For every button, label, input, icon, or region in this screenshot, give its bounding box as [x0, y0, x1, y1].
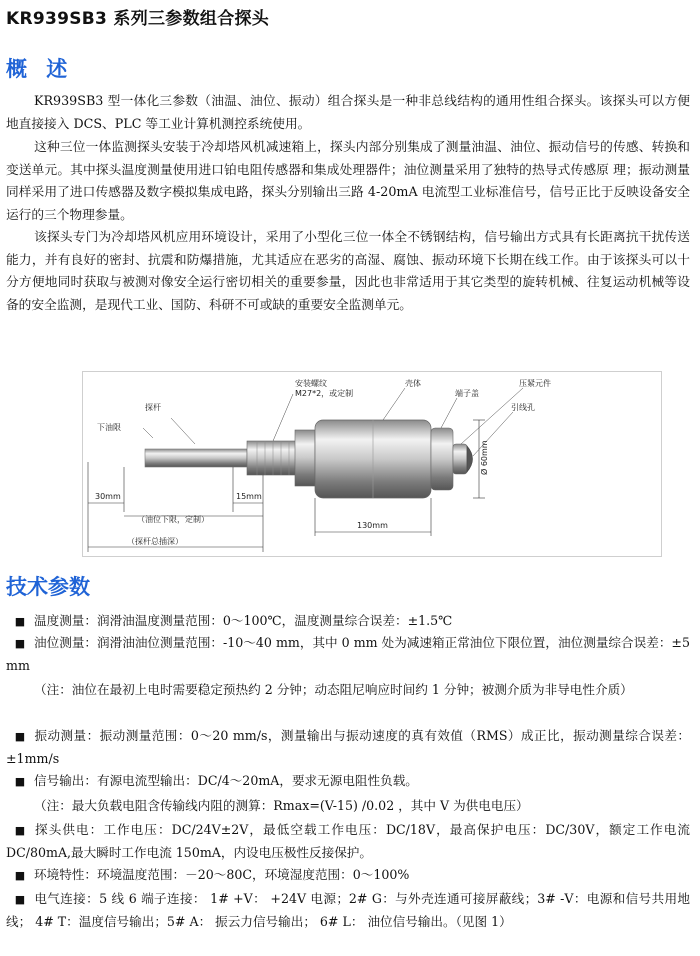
spec-text: 振动测量：振动测量范围：0～20 mm/s，测量输出与振动速度的真有效值（RMS）成正比，振动测量综合误差：±1mm/s — [6, 728, 690, 767]
spec-item — [6, 725, 690, 771]
bullet-icon: ■ — [14, 730, 26, 743]
probe-rod-label: 探杆 — [145, 403, 161, 412]
dim-60-label: Ø 60mm — [480, 440, 489, 475]
spec-note — [6, 679, 690, 701]
thread-label: 安装螺纹 — [295, 379, 327, 388]
spec-text: 探头供电：工作电压：DC/24V±2V，最低空载工作电压：DC/18V，最高保护电压：DC/30V，额定工作电流 DC/80mA,最大瞬时工作电流 150mA，内设电压极性反接保护。 — [6, 822, 690, 861]
terminal-cover — [431, 428, 453, 490]
spec-text: 信号输出：有源电流型输出：DC/4～20mA，要求无源电阻性负载。 — [34, 773, 418, 788]
mounting-thread — [247, 441, 303, 475]
overview-paragraph-text: 该探头专门为冷却塔风机应用环境设计，采用了小型化三位一体全不锈钢结构，信号输出方式具有长距离抗干扰传送能力，并有良好的密封、抗震和防爆措施，尤其适应在恶劣的高湿、腐蚀、振动环境下长期在线工作。由于该探头可以十分方便地同时获取与被测对像安全运行密切相关的重要参量，因此也非常适用于其它类型的旋转机械、往复运动机械等设备的安全监测，是现代工业、国防、科研不可或缺的重要安全监测单元。 — [6, 229, 690, 312]
rod-depth-label: （探杆总插深） — [127, 537, 183, 546]
overview-paragraph-text: KR939SB3 型一体化三参数（油温、油位、振动）组合探头是一种非总线结构的通用性组合探头。该探头可以方便地直接接入 DCS、PLC 等工业计算机测控系统使用。 — [6, 93, 690, 131]
overview-paragraph-text: 这种三位一体监测探头安装于冷却塔风机减速箱上，探头内部分别集成了测量油温、油位、振动信号的传感、转换和变送单元。其中探头温度测量使用进口铂电阻传感器和集成处理器件；油位测量采用了独特的热导式传感原 理；振动测量同样采用了进口传感器及数字模拟集成电路，探头分别输出三路 4-20mA 电流型工业标准信号，信号正比于反映设备安全运行的三个物理参量。 — [6, 139, 690, 222]
gland-fitting — [453, 444, 467, 474]
dim-15-label: 15mm — [236, 492, 262, 501]
bullet-icon: ■ — [14, 824, 26, 837]
bullet-icon: ■ — [14, 775, 26, 788]
hex-nut — [295, 430, 315, 486]
spec-item — [6, 610, 690, 633]
probe-rod — [145, 449, 247, 467]
thread-spec-label: M27*2，或定制 — [295, 389, 354, 398]
bullet-icon: ■ — [14, 869, 26, 882]
spec-text: 电气连接：5 线 6 端子连接： 1# +V： +24V 电源；2# G：与外壳连通可接屏蔽线；3# -V：电源和信号共用地线； 4# T：温度信号输出；5# A： 振云力信号输出； 6# L： 油位信号输出。（见图 1） — [6, 891, 690, 930]
cable-hole — [467, 446, 473, 472]
lower-oil-limit-label: 下油限 — [97, 423, 121, 432]
spec-text: 环境特性：环境温度范围：－20～80C，环境湿度范围：0～100% — [34, 867, 410, 882]
gland-label: 压紧元件 — [519, 379, 551, 388]
overview-heading: 概 述 — [6, 57, 74, 81]
spec-text: 温度测量：润滑油温度测量范围：0～100℃，温度测量综合误差：±1.5℃ — [34, 613, 453, 628]
document-title: KR939SB3 系列三参数组合探头 — [6, 9, 270, 29]
spec-item — [6, 632, 690, 678]
probe-drawing — [83, 372, 661, 556]
spec-text: （注：最大负载电阻含传输线内阻的测算：Rmax=(V-15) /0.02 ，其中 V 为供电电压） — [34, 798, 529, 813]
spec-item — [6, 770, 690, 793]
overview-paragraph — [6, 90, 690, 135]
dim-130-label: 130mm — [357, 521, 388, 530]
spec-item — [6, 864, 690, 887]
bullet-icon: ■ — [14, 615, 26, 628]
lead-hole-label: 引线孔 — [511, 403, 535, 412]
spec-text: 油位测量：润滑油油位测量范围：-10～40 mm，其中 0 mm 处为减速箱正常油位下限位置，油位测量综合误差：±5 mm — [6, 635, 690, 674]
spec-item — [6, 888, 690, 934]
overview-paragraph — [6, 136, 690, 226]
overview-paragraph — [6, 226, 690, 316]
probe-dimension-diagram — [82, 371, 662, 557]
spec-text: （注：油位在最初上电时需要稳定预热约 2 分钟；动态阻尼响应时间约 1 分钟；被测介质为非导电性介质） — [34, 682, 633, 697]
spec-item — [6, 819, 690, 865]
terminal-cover-label: 端子盖 — [455, 389, 479, 398]
dim-30-label: 30mm — [95, 492, 121, 501]
spec-note — [6, 795, 690, 817]
bullet-icon: ■ — [14, 637, 26, 650]
bullet-icon: ■ — [14, 893, 26, 906]
tech-specs-heading: 技术参数 — [6, 575, 90, 599]
shell-label: 壳体 — [405, 379, 421, 388]
oil-limit-label: （油位下限，定制） — [137, 515, 209, 524]
